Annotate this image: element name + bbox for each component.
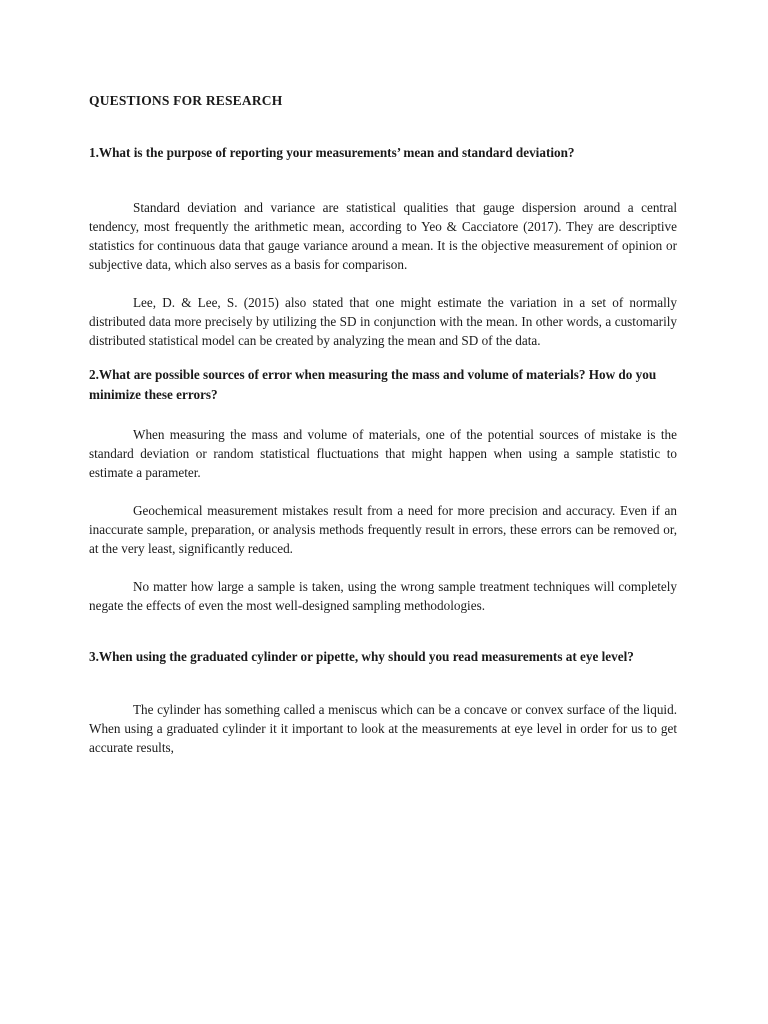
- question-2-paragraph-2: Geochemical measurement mistakes result from a need for more precision and accuracy. Even if an inaccurate sample, preparation, or analysis methods frequently result in errors, these errors can be removed or, at the very least, significantly reduced.: [89, 503, 677, 556]
- document-page: [89, 92, 677, 757]
- question-1-paragraph-2: Lee, D. & Lee, S. (2015) also stated that one might estimate the variation in a set of normally distributed data more precisely by utilizing the SD in conjunction with the mean. In other words, a customarily distributed statistical model can be created by analyzing the mean and SD of the data.: [89, 295, 677, 348]
- question-3-paragraph-1: The cylinder has something called a meniscus which can be a concave or convex surface of the liquid. When using a graduated cylinder it it important to look at the measurements at eye level in order for us to get accurate results,: [89, 702, 677, 755]
- question-2-paragraph-1: When measuring the mass and volume of materials, one of the potential sources of mistake is the standard deviation or random statistical fluctuations that might happen when using a sample statistic to estimate a parameter.: [89, 427, 677, 480]
- question-3-heading: 3.When using the graduated cylinder or pipette, why should you read measurements at eye level?: [89, 649, 634, 664]
- question-1-heading: 1.What is the purpose of reporting your measurements’ mean and standard deviation?: [89, 145, 575, 160]
- question-2-paragraph-3: No matter how large a sample is taken, using the wrong sample treatment techniques will completely negate the effects of even the most well-designed sampling methodologies.: [89, 579, 677, 613]
- question-1-paragraph-1: Standard deviation and variance are statistical qualities that gauge dispersion around a central tendency, most frequently the arithmetic mean, according to Yeo & Cacciatore (2017). They are descriptive statistics for continuous data that gauge variance around a mean. It is the objective measurement of opinion or subjective data, which also serves as a basis for comparison.: [89, 200, 677, 272]
- document-title: QUESTIONS FOR RESEARCH: [89, 93, 283, 108]
- question-2-heading: 2.What are possible sources of error when measuring the mass and volume of materials? How do you minimize these errors?: [89, 367, 657, 402]
